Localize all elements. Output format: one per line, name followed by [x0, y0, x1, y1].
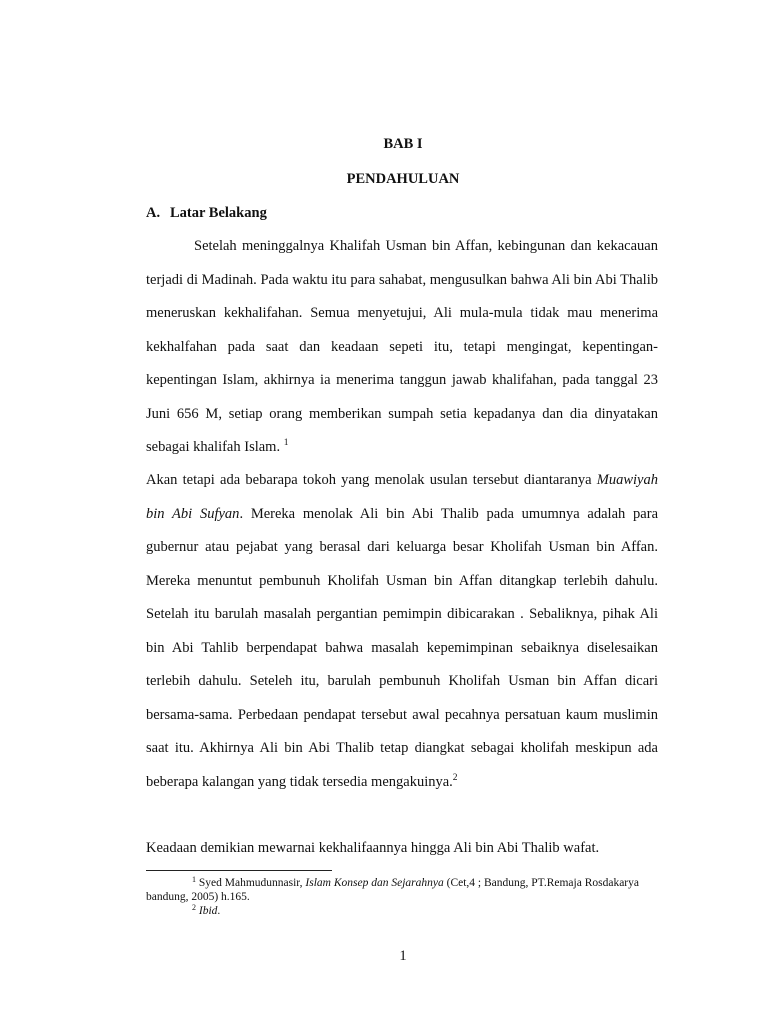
paragraph-2-text-start: Akan tetapi ada bebarapa tokoh yang menolak usulan tersebut diantaranya	[146, 472, 592, 488]
paragraph-3: Keadaan demikian mewarnai kekhalifaannya hingga Ali bin Abi Thalib wafat.	[146, 840, 600, 856]
footnote-1-publication: (Cet,4 ; Bandung, PT.Remaja Rosdakarya bandung, 2005) h.165.	[146, 877, 639, 903]
chapter-label: BAB I	[383, 136, 423, 152]
paragraph-1	[146, 230, 658, 465]
footnote-2-number: 2	[192, 903, 196, 912]
footnote-2-period: .	[217, 905, 221, 917]
section-title: Latar Belakang	[170, 205, 267, 221]
footnote-2-ibid: Ibid	[198, 905, 218, 917]
section-number: A.	[146, 205, 161, 221]
paragraph-2	[146, 464, 658, 799]
paragraph-1-text: Setelah meninggalnya Khalifah Usman bin Affan, kebingunan dan kekacauan terjadi di Madinah. Pada waktu itu para sahabat, mengusulkan bahwa Ali bin Abi Thalib meneruskan kekhalifahan. Semua menyetujui, Ali mula-mula tidak mau menerima kekhalfahan pada saat dan keadaan sepeti itu, tetapi mengingat, kepentingan-kepentingan Islam, akhirnya ia menerima tanggun jawab khalifahan, pada tanggal 23 Juni 656 M, setiap orang memberikan sumpah setia kepadanya dan dia dinyatakan sebagai khalifah Islam.	[146, 238, 658, 455]
footnote-1	[146, 876, 658, 904]
footnote-separator	[146, 870, 332, 871]
footnote-ref-2[interactable]: 2	[452, 772, 458, 783]
footnote-1-book-title: Islam Konsep dan Sejarahnya	[305, 877, 444, 889]
footnote-1-author: Syed Mahmudunnasir,	[196, 877, 306, 889]
section-heading	[146, 205, 267, 222]
page-number: 1	[399, 948, 407, 964]
footnote-2	[146, 904, 658, 918]
paragraph-2-italic-name: Muawiyah bin Abi Sufyan	[146, 472, 658, 522]
footnote-ref-1[interactable]: 1	[283, 438, 289, 448]
paragraph-2-text-rest: . Mereka menolak Ali bin Abi Thalib pada umumnya adalah para gubernur atau pejabat yang berasal dari keluarga besar Kholifah Usman bin Affan. Mereka menuntut pembunuh Kholifah Usman bin Affan ditangkap terlebih dahulu. Setelah itu barulah masalah pergantian pemimpin dibicarakan . Sebaliknya, pihak Ali bin Abi Tahlib berpendapat bahwa masalah kepemimpinan sebaiknya diselesaikan terlebih dahulu. Seteleh itu, barulah pembunuh Kholifah Usman bin Affan dicari bersama-sama. Perbedaan pendapat tersebut awal pecahnya persatuan kaum muslimin saat itu. Akhirnya Ali bin Abi Thalib tetap diangkat sebagai kholifah meskipun ada beberapa kalangan yang tidak tersedia mengakuinya.	[146, 505, 659, 790]
footnotes	[146, 876, 658, 918]
chapter-title: PENDAHULUAN	[346, 171, 460, 187]
footnote-1-number: 1	[192, 875, 196, 884]
